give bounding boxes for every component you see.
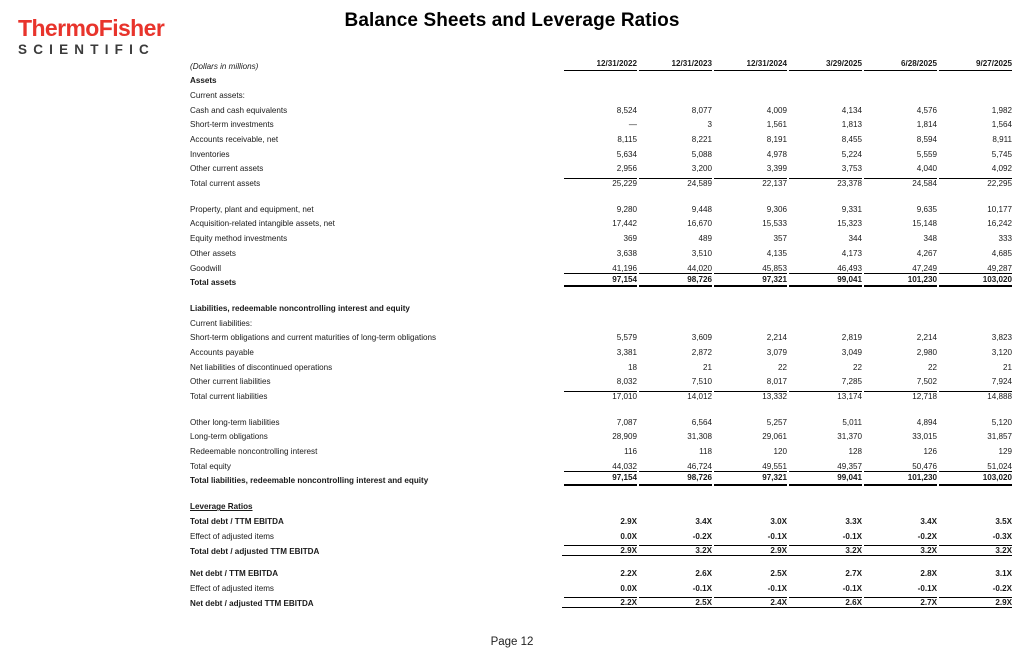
row-label-goodwill: Goodwill <box>190 263 222 273</box>
table-row <box>190 342 1012 357</box>
leverage-ratios-heading: Leverage Ratios <box>190 502 253 512</box>
cell-tca-0: 25,229 <box>562 174 637 189</box>
row-label-total-equity: Total equity <box>190 461 231 471</box>
cell-inventories-1: 5,088 <box>691 149 712 159</box>
cell-ap-1: 2,872 <box>691 347 712 357</box>
cell-ndttm-3: 2.7X <box>845 568 862 578</box>
cell-oca-5: 4,092 <box>991 164 1012 174</box>
cell-ar-2: 8,191 <box>766 135 787 145</box>
cell-ap-4: 2,980 <box>916 347 937 357</box>
table-row <box>190 442 1012 457</box>
row-label-total-assets: Total assets <box>190 278 237 288</box>
balance-sheet-table-wrapper <box>190 56 1012 615</box>
row-label-intangibles: Acquisition-related intangible assets, net <box>190 219 335 229</box>
cell-ndadj-2: 2.4X <box>712 593 787 608</box>
cell-cash-4: 4,576 <box>916 105 937 115</box>
cell-ta-3: 99,041 <box>787 273 862 288</box>
table-row <box>190 427 1012 442</box>
cell-inventories-2: 4,978 <box>766 149 787 159</box>
cell-disc-2: 22 <box>777 362 787 372</box>
cell-oa-5: 4,685 <box>991 248 1012 258</box>
table-row-total <box>190 471 1012 486</box>
table-row <box>190 372 1012 387</box>
cell-oa-2: 4,135 <box>766 248 787 258</box>
cell-lto-1: 31,308 <box>687 432 712 442</box>
cell-sti-0: — <box>628 120 637 130</box>
cell-ta-2: 97,321 <box>712 273 787 288</box>
cell-tdeff-2: -0.1X <box>767 531 787 541</box>
table-row <box>190 243 1012 258</box>
balance-sheet-table <box>190 56 1012 615</box>
cell-lto-0: 28,909 <box>612 432 637 442</box>
cell-ta-5: 103,020 <box>937 273 1012 288</box>
table-row <box>190 100 1012 115</box>
table-row <box>190 511 1012 526</box>
cell-oa-0: 3,638 <box>616 248 637 258</box>
row-label-equity-method: Equity method investments <box>190 234 288 244</box>
cell-ocl-0: 8,032 <box>616 377 637 387</box>
cell-intang-0: 17,442 <box>612 219 637 229</box>
spacer-row <box>190 188 1012 199</box>
table-row <box>190 328 1012 343</box>
table-row <box>190 526 1012 541</box>
cell-teq-0: 44,032 <box>612 461 637 471</box>
cell-disc-1: 21 <box>702 362 712 372</box>
cell-ppe-1: 9,448 <box>691 204 712 214</box>
cell-tca-4: 24,584 <box>862 174 937 189</box>
table-row <box>190 129 1012 144</box>
row-label-total-current-assets: Total current assets <box>190 179 261 189</box>
cell-tle-1: 98,726 <box>637 471 712 486</box>
cell-sti-3: 1,813 <box>841 120 862 130</box>
cell-sti-2: 1,561 <box>766 120 787 130</box>
column-header-5: 9/27/2025 <box>937 56 1012 71</box>
cell-tdttm-5: 3.5X <box>995 516 1012 526</box>
cell-disc-4: 22 <box>927 362 937 372</box>
cell-oca-2: 3,399 <box>766 164 787 174</box>
cell-oltl-0: 7,087 <box>616 417 637 427</box>
units-note: (Dollars in millions) <box>190 61 259 71</box>
table-row <box>190 357 1012 372</box>
cell-gw-1: 44,020 <box>687 263 712 273</box>
section-heading-leverage <box>190 497 1012 512</box>
cell-cash-0: 8,524 <box>616 105 637 115</box>
page-footer: Page 12 <box>490 636 534 648</box>
cell-cash-2: 4,009 <box>766 105 787 115</box>
cell-ndadj-1: 2.5X <box>637 593 712 608</box>
cell-tcl-4: 12,718 <box>862 386 937 401</box>
cell-ar-5: 8,911 <box>992 135 1012 145</box>
cell-nci-1: 118 <box>699 447 712 457</box>
cell-teq-3: 49,357 <box>837 461 862 471</box>
cell-lto-4: 33,015 <box>912 432 937 442</box>
cell-nci-0: 116 <box>624 447 637 457</box>
cell-teq-4: 50,476 <box>912 461 937 471</box>
cell-tdeff-4: -0.2X <box>917 531 937 541</box>
cell-tcl-5: 14,888 <box>937 386 1012 401</box>
cell-sto-5: 3,823 <box>991 333 1012 343</box>
cell-intang-3: 15,323 <box>837 219 862 229</box>
cell-tdeff-1: -0.2X <box>692 531 712 541</box>
row-label-ppe: Property, plant and equipment, net <box>190 204 314 214</box>
row-label-redeemable-nci: Redeemable noncontrolling interest <box>190 447 318 457</box>
column-header-3: 3/29/2025 <box>787 56 862 71</box>
cell-tdttm-2: 3.0X <box>770 516 787 526</box>
section-heading-liabilities <box>190 298 1012 313</box>
table-row-subtotal <box>190 174 1012 189</box>
table-header-row <box>190 56 1012 71</box>
cell-nci-3: 128 <box>848 447 862 457</box>
cell-nci-5: 129 <box>998 447 1012 457</box>
cell-inventories-3: 5,224 <box>841 149 862 159</box>
cell-disc-0: 18 <box>627 362 637 372</box>
row-label-cash: Cash and cash equivalents <box>190 105 288 115</box>
row-label-short-term-investments: Short-term investments <box>190 120 274 130</box>
cell-tca-3: 23,378 <box>787 174 862 189</box>
cell-ndeff-0: 0.0X <box>620 583 637 593</box>
cell-ocl-4: 7,502 <box>916 377 937 387</box>
current-assets-heading: Current assets: <box>190 90 245 100</box>
cell-ppe-3: 9,331 <box>841 204 862 214</box>
cell-tle-3: 99,041 <box>787 471 862 486</box>
row-label-total-current-liabilities: Total current liabilities <box>190 392 268 402</box>
cell-tcl-3: 13,174 <box>787 386 862 401</box>
cell-ap-2: 3,079 <box>766 347 787 357</box>
cell-eqm-0: 369 <box>623 234 637 244</box>
assets-heading: Assets <box>190 76 217 86</box>
cell-oa-3: 4,173 <box>841 248 862 258</box>
cell-tdttm-0: 2.9X <box>620 516 637 526</box>
table-row <box>190 144 1012 159</box>
row-label-accounts-payable: Accounts payable <box>190 347 254 357</box>
cell-tcl-2: 13,332 <box>712 386 787 401</box>
cell-sto-3: 2,819 <box>841 333 862 343</box>
cell-tle-0: 97,154 <box>562 471 637 486</box>
cell-oa-1: 3,510 <box>691 248 712 258</box>
table-row-subtotal <box>190 593 1012 608</box>
cell-tdttm-1: 3.4X <box>695 516 712 526</box>
cell-ar-0: 8,115 <box>617 135 637 145</box>
cell-tdadj-0: 2.9X <box>562 541 637 556</box>
cell-ppe-2: 9,306 <box>766 204 787 214</box>
cell-inventories-5: 5,745 <box>991 149 1012 159</box>
row-label-effect-adjusted-items-net: Effect of adjusted items <box>190 583 274 593</box>
cell-sti-4: 1,814 <box>916 120 937 130</box>
cell-ocl-1: 7,510 <box>691 377 712 387</box>
cell-ap-5: 3,120 <box>991 347 1012 357</box>
cell-inventories-0: 5,634 <box>616 149 637 159</box>
cell-tca-2: 22,137 <box>712 174 787 189</box>
cell-ocl-2: 8,017 <box>766 377 787 387</box>
column-header-2: 12/31/2024 <box>712 56 787 71</box>
row-label-total-debt-adjusted-ttm: Total debt / adjusted TTM EBITDA <box>190 546 320 556</box>
cell-tcl-0: 17,010 <box>562 386 637 401</box>
table-row-total <box>190 273 1012 288</box>
cell-ppe-5: 10,177 <box>987 204 1012 214</box>
spacer-row <box>190 287 1012 298</box>
logo-tagline: SCIENTIFIC <box>18 42 156 58</box>
cell-eqm-3: 344 <box>848 234 862 244</box>
subsection-heading-current-assets <box>190 85 1012 100</box>
cell-cash-1: 8,077 <box>691 105 712 115</box>
table-row <box>190 115 1012 130</box>
cell-tdeff-3: -0.1X <box>842 531 862 541</box>
cell-ndttm-5: 3.1X <box>995 568 1012 578</box>
cell-ndttm-0: 2.2X <box>620 568 637 578</box>
current-liabilities-heading: Current liabilities: <box>190 318 253 328</box>
cell-ndttm-4: 2.8X <box>920 568 937 578</box>
cell-ndttm-1: 2.6X <box>695 568 712 578</box>
cell-cash-3: 4,134 <box>841 105 862 115</box>
cell-tdttm-4: 3.4X <box>920 516 937 526</box>
row-label-total-debt-ttm-ebitda: Total debt / TTM EBITDA <box>190 516 284 526</box>
spacer-row <box>190 486 1012 497</box>
row-label-short-term-obligations: Short-term obligations and current maturities of long-term obligations <box>190 333 437 343</box>
table-row <box>190 563 1012 578</box>
row-label-net-debt-adjusted-ttm: Net debt / adjusted TTM EBITDA <box>190 598 314 608</box>
cell-inventories-4: 5,559 <box>916 149 937 159</box>
cell-ndadj-4: 2.7X <box>862 593 937 608</box>
cell-intang-4: 15,148 <box>912 219 937 229</box>
cell-ar-3: 8,455 <box>841 135 862 145</box>
cell-oltl-5: 5,120 <box>991 417 1012 427</box>
cell-gw-0: 41,196 <box>612 263 637 273</box>
table-row <box>190 456 1012 471</box>
cell-disc-5: 21 <box>1002 362 1012 372</box>
cell-ndeff-3: -0.1X <box>842 583 862 593</box>
cell-cash-5: 1,982 <box>991 105 1012 115</box>
cell-eqm-2: 357 <box>773 234 787 244</box>
table-row <box>190 258 1012 273</box>
cell-sto-1: 3,609 <box>691 333 712 343</box>
table-row <box>190 229 1012 244</box>
cell-oltl-2: 5,257 <box>766 417 787 427</box>
cell-ppe-0: 9,280 <box>616 204 637 214</box>
table-row <box>190 412 1012 427</box>
cell-sto-0: 5,579 <box>616 333 637 343</box>
cell-tdttm-3: 3.3X <box>845 516 862 526</box>
cell-teq-2: 49,551 <box>762 461 787 471</box>
cell-ar-4: 8,594 <box>916 135 937 145</box>
table-row-subtotal <box>190 541 1012 556</box>
cell-sto-4: 2,214 <box>916 333 937 343</box>
cell-gw-3: 46,493 <box>837 263 862 273</box>
cell-lto-3: 31,370 <box>837 432 862 442</box>
row-label-other-current-assets: Other current assets <box>190 164 264 174</box>
cell-ndeff-2: -0.1X <box>767 583 787 593</box>
cell-ta-1: 98,726 <box>637 273 712 288</box>
column-header-4: 6/28/2025 <box>862 56 937 71</box>
cell-gw-4: 47,249 <box>912 263 937 273</box>
cell-ocl-5: 7,924 <box>991 377 1012 387</box>
cell-ndeff-1: -0.1X <box>692 583 712 593</box>
cell-tle-4: 101,230 <box>862 471 937 486</box>
cell-gw-5: 49,287 <box>987 263 1012 273</box>
cell-eqm-4: 348 <box>923 234 937 244</box>
subsection-heading-current-liabilities <box>190 313 1012 328</box>
cell-lto-2: 29,061 <box>762 432 787 442</box>
row-label-total-liabilities-equity: Total liabilities, redeemable noncontrolling interest and equity <box>190 476 429 486</box>
cell-sti-1: 3 <box>707 120 712 130</box>
cell-teq-1: 46,724 <box>687 461 712 471</box>
cell-gw-2: 45,853 <box>762 263 787 273</box>
spacer-row <box>190 556 1012 564</box>
cell-tdadj-5: 3.2X <box>937 541 1012 556</box>
page-title: Balance Sheets and Leverage Ratios <box>344 10 680 31</box>
row-label-accounts-receivable: Accounts receivable, net <box>190 135 279 145</box>
liabilities-heading: Liabilities, redeemable noncontrolling interest and equity <box>190 303 410 313</box>
cell-tcl-1: 14,012 <box>637 386 712 401</box>
table-row <box>190 214 1012 229</box>
cell-tdadj-3: 3.2X <box>787 541 862 556</box>
cell-ndadj-3: 2.6X <box>787 593 862 608</box>
cell-tdadj-4: 3.2X <box>862 541 937 556</box>
cell-disc-3: 22 <box>852 362 862 372</box>
cell-ap-3: 3,049 <box>841 347 862 357</box>
cell-oa-4: 4,267 <box>916 248 937 258</box>
cell-tdeff-0: 0.0X <box>620 531 637 541</box>
row-label-other-assets: Other assets <box>190 248 236 258</box>
cell-intang-2: 15,533 <box>762 219 787 229</box>
table-row <box>190 199 1012 214</box>
table-row-subtotal <box>190 386 1012 401</box>
table-row <box>190 159 1012 174</box>
row-label-long-term-obligations: Long-term obligations <box>190 432 268 442</box>
cell-sti-5: 1,564 <box>991 120 1012 130</box>
cell-intang-1: 16,670 <box>687 219 712 229</box>
cell-ndadj-5: 2.9X <box>937 593 1012 608</box>
logo-wordmark: ThermoFisher <box>18 15 165 41</box>
cell-oltl-3: 5,011 <box>842 417 862 427</box>
spacer-row <box>190 401 1012 412</box>
cell-ppe-4: 9,635 <box>916 204 937 214</box>
row-label-net-debt-ttm-ebitda: Net debt / TTM EBITDA <box>190 568 279 578</box>
table-row <box>190 578 1012 593</box>
cell-tdadj-1: 3.2X <box>637 541 712 556</box>
section-heading-assets <box>190 71 1012 86</box>
cell-ta-4: 101,230 <box>862 273 937 288</box>
cell-ar-1: 8,221 <box>691 135 712 145</box>
cell-ocl-3: 7,285 <box>841 377 862 387</box>
cell-sto-2: 2,214 <box>766 333 787 343</box>
cell-tca-1: 24,589 <box>637 174 712 189</box>
cell-tle-2: 97,321 <box>712 471 787 486</box>
column-header-0: 12/31/2022 <box>562 56 637 71</box>
cell-tdeff-5: -0.3X <box>992 531 1012 541</box>
row-label-discontinued-operations: Net liabilities of discontinued operations <box>190 362 333 372</box>
cell-ndeff-5: -0.2X <box>992 583 1012 593</box>
cell-ndeff-4: -0.1X <box>917 583 937 593</box>
cell-nci-4: 126 <box>923 447 937 457</box>
cell-intang-5: 16,242 <box>987 219 1012 229</box>
cell-tle-5: 103,020 <box>937 471 1012 486</box>
cell-oca-4: 4,040 <box>916 164 937 174</box>
cell-oltl-4: 4,894 <box>916 417 937 427</box>
row-label-inventories: Inventories <box>190 149 230 159</box>
cell-ndttm-2: 2.5X <box>770 568 787 578</box>
column-header-1: 12/31/2023 <box>637 56 712 71</box>
cell-tca-5: 22,295 <box>937 174 1012 189</box>
cell-teq-5: 51,024 <box>987 461 1012 471</box>
cell-oca-0: 2,956 <box>616 164 637 174</box>
row-label-other-current-liabilities: Other current liabilities <box>190 377 271 387</box>
cell-ndadj-0: 2.2X <box>562 593 637 608</box>
cell-eqm-1: 489 <box>698 234 712 244</box>
cell-oca-3: 3,753 <box>841 164 862 174</box>
cell-oltl-1: 6,564 <box>691 417 712 427</box>
row-label-effect-adjusted-items-total: Effect of adjusted items <box>190 531 274 541</box>
cell-tdadj-2: 2.9X <box>712 541 787 556</box>
cell-ap-0: 3,381 <box>616 347 637 357</box>
row-label-other-long-term-liabilities: Other long-term liabilities <box>190 417 280 427</box>
cell-oca-1: 3,200 <box>691 164 712 174</box>
cell-nci-2: 120 <box>773 447 787 457</box>
spacer-row-bottom <box>190 608 1012 616</box>
cell-lto-5: 31,857 <box>987 432 1012 442</box>
cell-ta-0: 97,154 <box>562 273 637 288</box>
cell-eqm-5: 333 <box>998 234 1012 244</box>
